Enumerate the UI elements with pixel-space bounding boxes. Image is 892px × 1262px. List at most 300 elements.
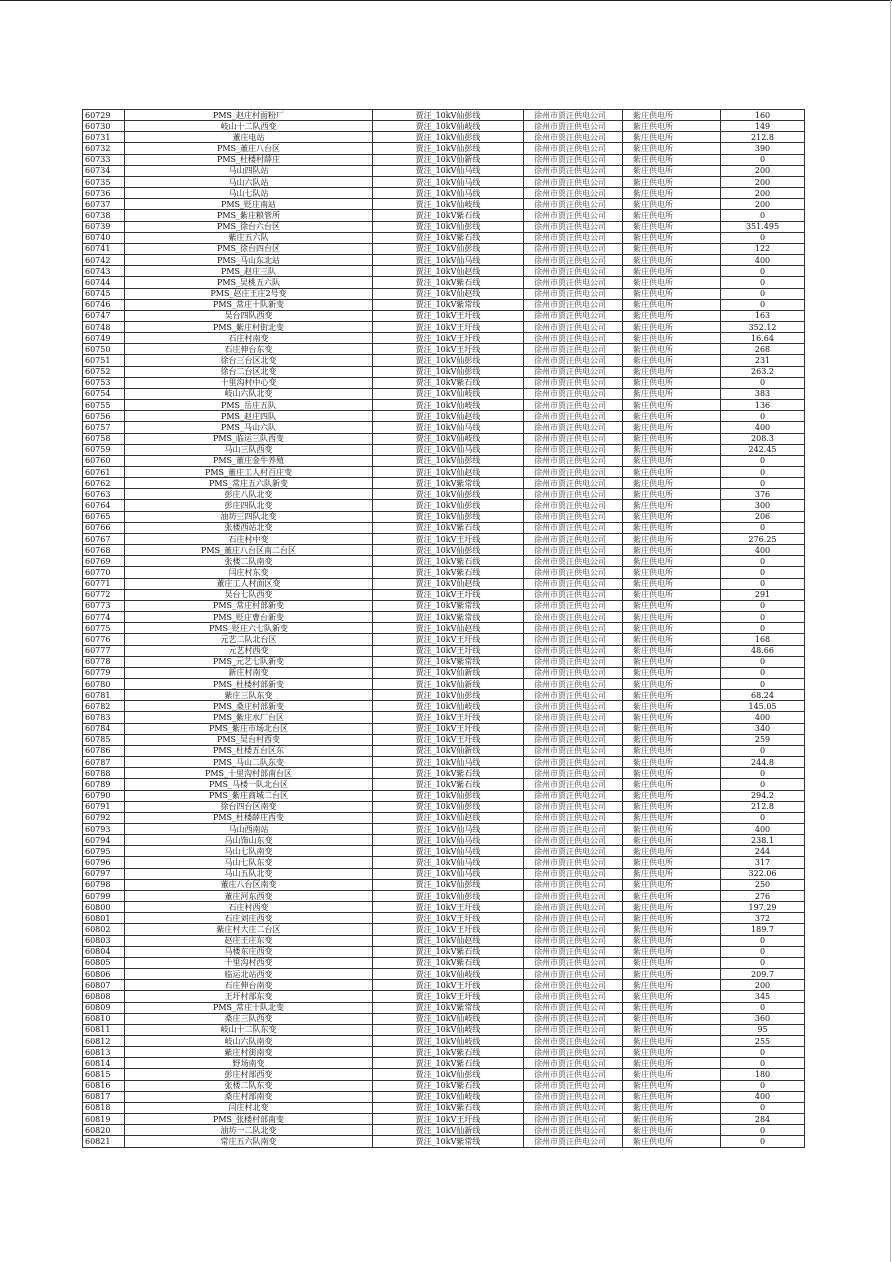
company-cell: 徐州市贾汪供电公司	[524, 835, 623, 846]
company-cell: 徐州市贾汪供电公司	[524, 712, 623, 723]
station-name-cell: 赵庄王庄东变	[125, 935, 373, 946]
value-cell: 0	[721, 411, 805, 422]
value-cell: 200	[721, 165, 805, 176]
company-cell: 徐州市贾汪供电公司	[524, 812, 623, 823]
table-row	[83, 1002, 805, 1013]
value-cell: 352.12	[721, 321, 805, 332]
row-id-cell: 60773	[83, 600, 125, 611]
table-row	[83, 266, 805, 277]
supply-station-cell: 紫庄供电所	[623, 154, 721, 165]
value-cell: 244	[721, 846, 805, 857]
table-row	[83, 154, 805, 165]
row-id-cell: 60803	[83, 935, 125, 946]
supply-station-cell: 紫庄供电所	[623, 779, 721, 790]
station-name-cell: 石庄村中变	[125, 533, 373, 544]
supply-station-cell: 紫庄供电所	[623, 411, 721, 422]
supply-station-cell: 紫庄供电所	[623, 578, 721, 589]
value-cell: 0	[721, 935, 805, 946]
value-cell: 340	[721, 723, 805, 734]
company-cell: 徐州市贾汪供电公司	[524, 857, 623, 868]
value-cell: 0	[721, 612, 805, 623]
company-cell: 徐州市贾汪供电公司	[524, 991, 623, 1002]
table-row	[83, 846, 805, 857]
row-id-cell: 60774	[83, 612, 125, 623]
company-cell: 徐州市贾汪供电公司	[524, 779, 623, 790]
supply-station-cell: 紫庄供电所	[623, 980, 721, 991]
line-name-cell: 贾汪_10kV仙岐线	[373, 121, 524, 132]
station-name-cell: PMS_紫庄粮管所	[125, 210, 373, 221]
row-id-cell: 60788	[83, 768, 125, 779]
company-cell: 徐州市贾汪供电公司	[524, 1114, 623, 1125]
company-cell: 徐州市贾汪供电公司	[524, 478, 623, 489]
table-row	[83, 188, 805, 199]
table-row	[83, 221, 805, 232]
table-row	[83, 1136, 805, 1147]
value-cell: 0	[721, 455, 805, 466]
line-name-cell: 贾汪_10kV仙马线	[373, 176, 524, 187]
line-name-cell: 贾汪_10kV王圩线	[373, 333, 524, 344]
line-name-cell: 贾汪_10kV王圩线	[373, 634, 524, 645]
station-name-cell: PMS_赵庄王庄2号变	[125, 288, 373, 299]
station-name-cell: 马山西南站	[125, 824, 373, 835]
table-row	[83, 667, 805, 678]
company-cell: 徐州市贾汪供电公司	[524, 556, 623, 567]
station-name-cell: 彭庄八队北变	[125, 489, 373, 500]
line-name-cell: 贾汪_10kV王圩线	[373, 913, 524, 924]
station-name-cell: 董庄河东西变	[125, 890, 373, 901]
station-name-cell: 紫庄五六队	[125, 232, 373, 243]
supply-station-cell: 紫庄供电所	[623, 489, 721, 500]
table-row	[83, 489, 805, 500]
value-cell: 372	[721, 913, 805, 924]
supply-station-cell: 紫庄供电所	[623, 790, 721, 801]
supply-station-cell: 紫庄供电所	[623, 902, 721, 913]
value-cell: 294.2	[721, 790, 805, 801]
line-name-cell: 贾汪_10kV仙赵线	[373, 812, 524, 823]
company-cell: 徐州市贾汪供电公司	[524, 600, 623, 611]
line-name-cell: 贾汪_10kV王圩线	[373, 533, 524, 544]
supply-station-cell: 紫庄供电所	[623, 612, 721, 623]
station-name-cell: 徐台四台区南变	[125, 801, 373, 812]
table-row	[83, 723, 805, 734]
line-name-cell: 贾汪_10kV王圩线	[373, 980, 524, 991]
row-id-cell: 60776	[83, 634, 125, 645]
value-cell: 209.7	[721, 969, 805, 980]
table-row	[83, 690, 805, 701]
line-name-cell: 贾汪_10kV王圩线	[373, 712, 524, 723]
supply-station-cell: 紫庄供电所	[623, 678, 721, 689]
row-id-cell: 60765	[83, 511, 125, 522]
supply-station-cell: 紫庄供电所	[623, 243, 721, 254]
table-row	[83, 1013, 805, 1024]
station-name-cell: PMS_马山二队东变	[125, 757, 373, 768]
line-name-cell: 贾汪_10kV仙岐线	[373, 1091, 524, 1102]
row-id-cell: 60786	[83, 745, 125, 756]
line-name-cell: 贾汪_10kV紫石线	[373, 232, 524, 243]
value-cell: 0	[721, 266, 805, 277]
station-name-cell: PMS_赵庄村面粉厂	[125, 110, 373, 121]
station-name-cell: PMS_马楼一队北台区	[125, 779, 373, 790]
table-row	[83, 1047, 805, 1058]
value-cell: 0	[721, 556, 805, 567]
row-id-cell: 60748	[83, 321, 125, 332]
supply-station-cell: 紫庄供电所	[623, 589, 721, 600]
company-cell: 徐州市贾汪供电公司	[524, 1080, 623, 1091]
row-id-cell: 60794	[83, 835, 125, 846]
line-name-cell: 贾汪_10kV仙马线	[373, 835, 524, 846]
supply-station-cell: 紫庄供电所	[623, 690, 721, 701]
value-cell: 163	[721, 310, 805, 321]
station-name-cell: 临运北站西变	[125, 969, 373, 980]
company-cell: 徐州市贾汪供电公司	[524, 210, 623, 221]
row-id-cell: 60753	[83, 377, 125, 388]
value-cell: 16.64	[721, 333, 805, 344]
station-name-cell: PMS_赵庄三队	[125, 266, 373, 277]
company-cell: 徐州市贾汪供电公司	[524, 188, 623, 199]
company-cell: 徐州市贾汪供电公司	[524, 935, 623, 946]
company-cell: 徐州市贾汪供电公司	[524, 110, 623, 121]
company-cell: 徐州市贾汪供电公司	[524, 1058, 623, 1069]
company-cell: 徐州市贾汪供电公司	[524, 232, 623, 243]
table-row	[83, 868, 805, 879]
row-id-cell: 60799	[83, 890, 125, 901]
value-cell: 0	[721, 812, 805, 823]
line-name-cell: 贾汪_10kV紫石线	[373, 957, 524, 968]
company-cell: 徐州市贾汪供电公司	[524, 500, 623, 511]
line-name-cell: 贾汪_10kV紫石线	[373, 1080, 524, 1091]
table-row	[83, 199, 805, 210]
line-name-cell: 贾汪_10kV紫常线	[373, 1136, 524, 1147]
value-cell: 180	[721, 1069, 805, 1080]
supply-station-cell: 紫庄供电所	[623, 768, 721, 779]
value-cell: 255	[721, 1035, 805, 1046]
value-cell: 212.8	[721, 132, 805, 143]
row-id-cell: 60812	[83, 1035, 125, 1046]
row-id-cell: 60815	[83, 1069, 125, 1080]
line-name-cell: 贾汪_10kV仙彭线	[373, 890, 524, 901]
line-name-cell: 贾汪_10kV仙马线	[373, 165, 524, 176]
value-cell: 345	[721, 991, 805, 1002]
table-row	[83, 980, 805, 991]
supply-station-cell: 紫庄供电所	[623, 757, 721, 768]
supply-station-cell: 紫庄供电所	[623, 946, 721, 957]
station-name-cell: PMS_紫庄市场北台区	[125, 723, 373, 734]
table-row	[83, 310, 805, 321]
row-id-cell: 60758	[83, 433, 125, 444]
station-name-cell: PMS_杜楼五台区东	[125, 745, 373, 756]
table-row	[83, 1091, 805, 1102]
row-id-cell: 60754	[83, 388, 125, 399]
supply-station-cell: 紫庄供电所	[623, 355, 721, 366]
station-name-cell: 张楼西站北变	[125, 522, 373, 533]
supply-station-cell: 紫庄供电所	[623, 1114, 721, 1125]
station-name-cell: 马山五队北变	[125, 868, 373, 879]
row-id-cell: 60802	[83, 924, 125, 935]
row-id-cell: 60767	[83, 533, 125, 544]
line-name-cell: 贾汪_10kV仙赵线	[373, 467, 524, 478]
row-id-cell: 60781	[83, 690, 125, 701]
company-cell: 徐州市贾汪供电公司	[524, 946, 623, 957]
station-name-cell: 徐台三台区北变	[125, 355, 373, 366]
company-cell: 徐州市贾汪供电公司	[524, 634, 623, 645]
supply-station-cell: 紫庄供电所	[623, 1136, 721, 1147]
supply-station-cell: 紫庄供电所	[623, 1125, 721, 1136]
value-cell: 231	[721, 355, 805, 366]
row-id-cell: 60747	[83, 310, 125, 321]
supply-station-cell: 紫庄供电所	[623, 857, 721, 868]
row-id-cell: 60766	[83, 522, 125, 533]
value-cell: 0	[721, 768, 805, 779]
line-name-cell: 贾汪_10kV仙赵线	[373, 266, 524, 277]
value-cell: 322.06	[721, 868, 805, 879]
supply-station-cell: 紫庄供电所	[623, 522, 721, 533]
row-id-cell: 60790	[83, 790, 125, 801]
company-cell: 徐州市贾汪供电公司	[524, 132, 623, 143]
row-id-cell: 60808	[83, 991, 125, 1002]
row-id-cell: 60793	[83, 824, 125, 835]
line-name-cell: 贾汪_10kV王圩线	[373, 734, 524, 745]
row-id-cell: 60745	[83, 288, 125, 299]
table-row	[83, 333, 805, 344]
supply-station-cell: 紫庄供电所	[623, 645, 721, 656]
table-row	[83, 344, 805, 355]
table-row	[83, 500, 805, 511]
company-cell: 徐州市贾汪供电公司	[524, 154, 623, 165]
value-cell: 400	[721, 824, 805, 835]
station-name-cell: PMS_岳庄五队	[125, 400, 373, 411]
line-name-cell: 贾汪_10kV仙马线	[373, 188, 524, 199]
supply-station-cell: 紫庄供电所	[623, 232, 721, 243]
company-cell: 徐州市贾汪供电公司	[524, 1035, 623, 1046]
company-cell: 徐州市贾汪供电公司	[524, 1102, 623, 1113]
value-cell: 0	[721, 1047, 805, 1058]
line-name-cell: 贾汪_10kV仙岐线	[373, 969, 524, 980]
table-row	[83, 255, 805, 266]
row-id-cell: 60814	[83, 1058, 125, 1069]
value-cell: 276.25	[721, 533, 805, 544]
page-right-border	[890, 0, 891, 1262]
value-cell: 0	[721, 154, 805, 165]
value-cell: 238.1	[721, 835, 805, 846]
value-cell: 400	[721, 422, 805, 433]
supply-station-cell: 紫庄供电所	[623, 890, 721, 901]
station-name-cell: 马山饰山东变	[125, 835, 373, 846]
table-row	[83, 243, 805, 254]
station-name-cell: 岐山十二队东变	[125, 1024, 373, 1035]
supply-station-cell: 紫庄供电所	[623, 723, 721, 734]
row-id-cell: 60785	[83, 734, 125, 745]
supply-station-cell: 紫庄供电所	[623, 444, 721, 455]
table-row	[83, 801, 805, 812]
company-cell: 徐州市贾汪供电公司	[524, 333, 623, 344]
company-cell: 徐州市贾汪供电公司	[524, 165, 623, 176]
line-name-cell: 贾汪_10kV仙彭线	[373, 355, 524, 366]
row-id-cell: 60738	[83, 210, 125, 221]
line-name-cell: 贾汪_10kV仙岐线	[373, 1035, 524, 1046]
row-id-cell: 60807	[83, 980, 125, 991]
company-cell: 徐州市贾汪供电公司	[524, 1091, 623, 1102]
supply-station-cell: 紫庄供电所	[623, 1047, 721, 1058]
value-cell: 0	[721, 667, 805, 678]
station-name-cell: PMS_常庄十队北变	[125, 1002, 373, 1013]
table-row	[83, 745, 805, 756]
company-cell: 徐州市贾汪供电公司	[524, 489, 623, 500]
value-cell: 212.8	[721, 801, 805, 812]
row-id-cell: 60729	[83, 110, 125, 121]
company-cell: 徐州市贾汪供电公司	[524, 723, 623, 734]
station-name-cell: PMS_董庄金牛养殖	[125, 455, 373, 466]
station-name-cell: PMS_吴台村西变	[125, 734, 373, 745]
value-cell: 284	[721, 1114, 805, 1125]
line-name-cell: 贾汪_10kV仙彭线	[373, 243, 524, 254]
value-cell: 400	[721, 255, 805, 266]
row-id-cell: 60735	[83, 176, 125, 187]
table-row	[83, 556, 805, 567]
value-cell: 136	[721, 400, 805, 411]
supply-station-cell: 紫庄供电所	[623, 266, 721, 277]
station-name-cell: 油坊一二队北变	[125, 1125, 373, 1136]
table-row	[83, 678, 805, 689]
row-id-cell: 60783	[83, 712, 125, 723]
table-row	[83, 288, 805, 299]
company-cell: 徐州市贾汪供电公司	[524, 433, 623, 444]
station-name-cell: PMS_董庄八台区南二台区	[125, 545, 373, 556]
supply-station-cell: 紫庄供电所	[623, 1013, 721, 1024]
station-name-cell: 董庄八台区南变	[125, 879, 373, 890]
row-id-cell: 60816	[83, 1080, 125, 1091]
row-id-cell: 60751	[83, 355, 125, 366]
company-cell: 徐州市贾汪供电公司	[524, 388, 623, 399]
table-row	[83, 132, 805, 143]
value-cell: 0	[721, 210, 805, 221]
line-name-cell: 贾汪_10kV仙彭线	[373, 500, 524, 511]
company-cell: 徐州市贾汪供电公司	[524, 567, 623, 578]
table-row	[83, 377, 805, 388]
value-cell: 200	[721, 188, 805, 199]
table-row	[83, 946, 805, 957]
station-name-cell: PMS_马山六队	[125, 422, 373, 433]
line-name-cell: 贾汪_10kV紫石线	[373, 522, 524, 533]
value-cell: 0	[721, 1136, 805, 1147]
company-cell: 徐州市贾汪供电公司	[524, 701, 623, 712]
supply-station-cell: 紫庄供电所	[623, 132, 721, 143]
value-cell: 0	[721, 567, 805, 578]
station-name-cell: 吴台七队西变	[125, 589, 373, 600]
supply-station-cell: 紫庄供电所	[623, 734, 721, 745]
table-row	[83, 924, 805, 935]
supply-station-cell: 紫庄供电所	[623, 143, 721, 154]
company-cell: 徐州市贾汪供电公司	[524, 879, 623, 890]
line-name-cell: 贾汪_10kV紫常线	[373, 600, 524, 611]
line-name-cell: 贾汪_10kV仙马线	[373, 757, 524, 768]
line-name-cell: 贾汪_10kV仙彭线	[373, 879, 524, 890]
company-cell: 徐州市贾汪供电公司	[524, 266, 623, 277]
company-cell: 徐州市贾汪供电公司	[524, 199, 623, 210]
company-cell: 徐州市贾汪供电公司	[524, 768, 623, 779]
page-top-border	[0, 0, 892, 1]
station-name-cell: PMS_徐台四台区	[125, 243, 373, 254]
station-name-cell: PMS_元艺七队新变	[125, 656, 373, 667]
line-name-cell: 贾汪_10kV仙彭线	[373, 455, 524, 466]
line-name-cell: 贾汪_10kV仙彭线	[373, 545, 524, 556]
station-name-cell: 王圩村部东变	[125, 991, 373, 1002]
value-cell: 149	[721, 121, 805, 132]
station-name-cell: 徐台二台区北变	[125, 366, 373, 377]
supply-station-cell: 紫庄供电所	[623, 310, 721, 321]
company-cell: 徐州市贾汪供电公司	[524, 801, 623, 812]
row-id-cell: 60760	[83, 455, 125, 466]
station-name-cell: PMS_紫庄水厂台区	[125, 712, 373, 723]
row-id-cell: 60805	[83, 957, 125, 968]
supply-station-cell: 紫庄供电所	[623, 511, 721, 522]
station-name-cell: 张楼二队东变	[125, 1080, 373, 1091]
table-row	[83, 121, 805, 132]
station-name-cell: 紫庄村街南变	[125, 1047, 373, 1058]
table-row	[83, 790, 805, 801]
supply-station-cell: 紫庄供电所	[623, 745, 721, 756]
value-cell: 400	[721, 1091, 805, 1102]
value-cell: 68.24	[721, 690, 805, 701]
row-id-cell: 60809	[83, 1002, 125, 1013]
company-cell: 徐州市贾汪供电公司	[524, 578, 623, 589]
supply-station-cell: 紫庄供电所	[623, 824, 721, 835]
table-row	[83, 1114, 805, 1125]
row-id-cell: 60779	[83, 667, 125, 678]
row-id-cell: 60792	[83, 812, 125, 823]
row-id-cell: 60733	[83, 154, 125, 165]
table-row	[83, 634, 805, 645]
value-cell: 268	[721, 344, 805, 355]
company-cell: 徐州市贾汪供电公司	[524, 143, 623, 154]
value-cell: 390	[721, 143, 805, 154]
station-name-cell: PMS_杜楼村部新变	[125, 678, 373, 689]
supply-station-cell: 紫庄供电所	[623, 455, 721, 466]
company-cell: 徐州市贾汪供电公司	[524, 589, 623, 600]
supply-station-cell: 紫庄供电所	[623, 957, 721, 968]
station-name-cell: 马山四队站	[125, 165, 373, 176]
supply-station-cell: 紫庄供电所	[623, 969, 721, 980]
line-name-cell: 贾汪_10kV紫常线	[373, 478, 524, 489]
station-name-cell: 马楼东庄西变	[125, 946, 373, 957]
line-name-cell: 贾汪_10kV仙马线	[373, 444, 524, 455]
station-name-cell: PMS_徐台六台区	[125, 221, 373, 232]
table-row	[83, 321, 805, 332]
row-id-cell: 60789	[83, 779, 125, 790]
row-id-cell: 60782	[83, 701, 125, 712]
company-cell: 徐州市贾汪供电公司	[524, 656, 623, 667]
supply-station-cell: 紫庄供电所	[623, 634, 721, 645]
supply-station-cell: 紫庄供电所	[623, 1091, 721, 1102]
table-row	[83, 623, 805, 634]
supply-station-cell: 紫庄供电所	[623, 623, 721, 634]
station-name-cell: 十里沟村中心变	[125, 377, 373, 388]
company-cell: 徐州市贾汪供电公司	[524, 1013, 623, 1024]
value-cell: 263.2	[721, 366, 805, 377]
supply-station-cell: 紫庄供电所	[623, 533, 721, 544]
station-name-cell: 彭庄村部西变	[125, 1069, 373, 1080]
value-cell: 0	[721, 232, 805, 243]
table-row	[83, 1080, 805, 1091]
row-id-cell: 60800	[83, 902, 125, 913]
station-name-cell: PMS_常庄十队新变	[125, 299, 373, 310]
row-id-cell: 60778	[83, 656, 125, 667]
row-id-cell: 60801	[83, 913, 125, 924]
company-cell: 徐州市贾汪供电公司	[524, 355, 623, 366]
line-name-cell: 贾汪_10kV仙岐线	[373, 433, 524, 444]
value-cell: 351.495	[721, 221, 805, 232]
table-row	[83, 645, 805, 656]
value-cell: 0	[721, 288, 805, 299]
